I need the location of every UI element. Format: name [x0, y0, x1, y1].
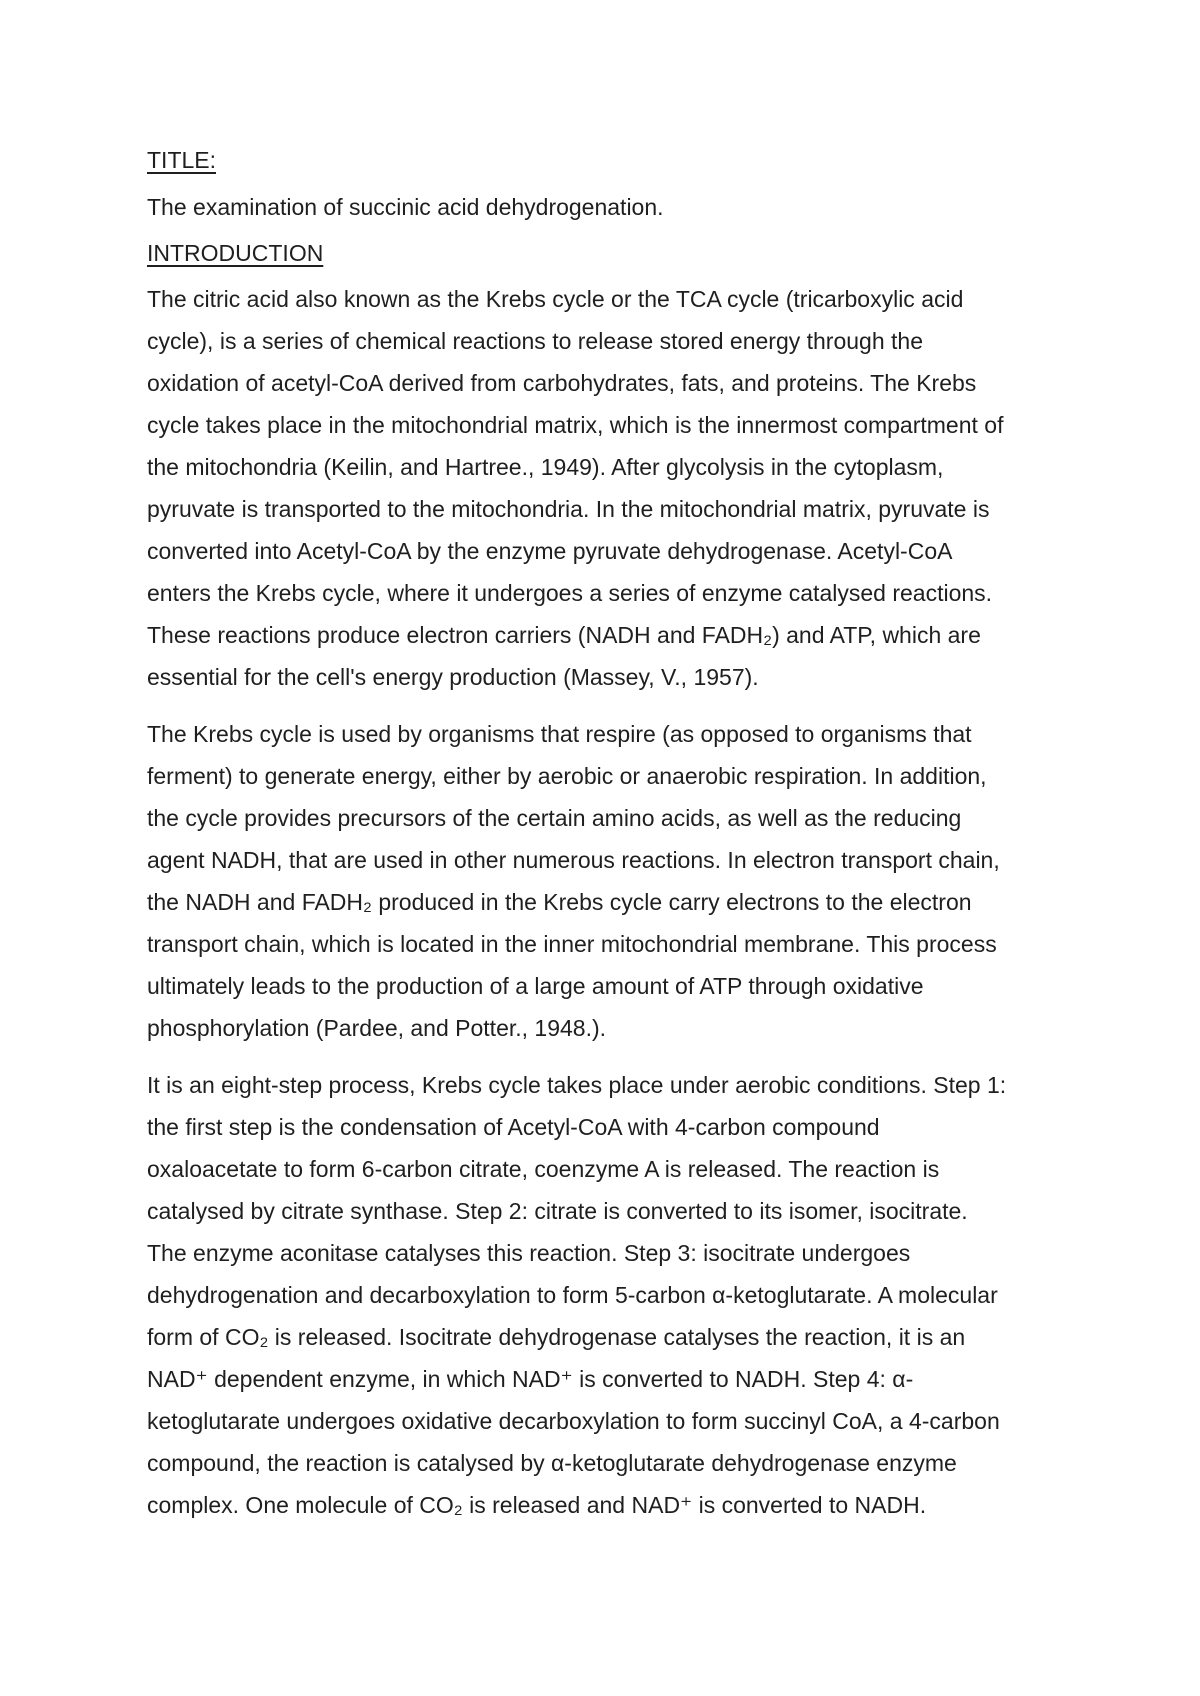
paragraph-line: cycle), is a series of chemical reactions to release stored energy through the — [147, 328, 923, 354]
intro-paragraph-3 — [147, 1064, 1067, 1526]
paragraph-line: phosphorylation (Pardee, and Potter., 1948.). — [147, 1015, 607, 1041]
paragraph-line: complex. One molecule of CO₂ is released and NAD⁺ is converted to NADH. — [147, 1492, 927, 1518]
document-title: The examination of succinic acid dehydrogenation. — [147, 194, 664, 220]
paragraph-line: pyruvate is transported to the mitochondria. In the mitochondrial matrix, pyruvate is — [147, 496, 990, 522]
paragraph-line: NAD⁺ dependent enzyme, in which NAD⁺ is converted to NADH. Step 4: α- — [147, 1366, 914, 1392]
paragraph-line: ketoglutarate undergoes oxidative decarboxylation to form succinyl CoA, a 4-carbon — [147, 1408, 1000, 1434]
intro-paragraph-2 — [147, 713, 1067, 1049]
paragraph-line: the first step is the condensation of Acetyl-CoA with 4-carbon compound — [147, 1114, 880, 1140]
paragraph-line: It is an eight-step process, Krebs cycle takes place under aerobic conditions. Step 1: — [147, 1072, 1007, 1098]
introduction-heading: INTRODUCTION — [147, 240, 324, 266]
paragraph-line: dehydrogenation and decarboxylation to form 5-carbon α-ketoglutarate. A molecular — [147, 1282, 998, 1308]
paragraph-line: These reactions produce electron carriers (NADH and FADH₂) and ATP, which are — [147, 622, 981, 648]
paragraph-line: agent NADH, that are used in other numerous reactions. In electron transport chain, — [147, 847, 1000, 873]
paragraph-line: the NADH and FADH₂ produced in the Krebs cycle carry electrons to the electron — [147, 889, 972, 915]
paragraph-line: oxidation of acetyl-CoA derived from carbohydrates, fats, and proteins. The Krebs — [147, 370, 977, 396]
paragraph-line: form of CO₂ is released. Isocitrate dehydrogenase catalyses the reaction, it is an — [147, 1324, 966, 1350]
paragraph-line: ultimately leads to the production of a large amount of ATP through oxidative — [147, 973, 924, 999]
paragraph-line: catalysed by citrate synthase. Step 2: citrate is converted to its isomer, isocitrate. — [147, 1198, 968, 1224]
paragraph-line: cycle takes place in the mitochondrial matrix, which is the innermost compartment of — [147, 412, 1004, 438]
paragraph-line: essential for the cell's energy production (Massey, V., 1957). — [147, 664, 759, 690]
paragraph-line: ferment) to generate energy, either by aerobic or anaerobic respiration. In addition, — [147, 763, 987, 789]
paragraph-line: The enzyme aconitase catalyses this reaction. Step 3: isocitrate undergoes — [147, 1240, 911, 1266]
paragraph-line: enters the Krebs cycle, where it undergoes a series of enzyme catalysed reactions. — [147, 580, 993, 606]
paragraph-line: converted into Acetyl-CoA by the enzyme pyruvate dehydrogenase. Acetyl-CoA — [147, 538, 953, 564]
paragraph-line: transport chain, which is located in the inner mitochondrial membrane. This process — [147, 931, 997, 957]
paragraph-line: The Krebs cycle is used by organisms that respire (as opposed to organisms that — [147, 721, 972, 747]
intro-paragraph-1 — [147, 278, 1067, 698]
paragraph-line: The citric acid also known as the Krebs cycle or the TCA cycle (tricarboxylic acid — [147, 286, 964, 312]
paragraph-line: oxaloacetate to form 6-carbon citrate, coenzyme A is released. The reaction is — [147, 1156, 940, 1182]
paragraph-line: compound, the reaction is catalysed by α-ketoglutarate dehydrogenase enzyme — [147, 1450, 957, 1476]
paragraph-line: the mitochondria (Keilin, and Hartree., 1949). After glycolysis in the cytoplasm, — [147, 454, 944, 480]
document-page — [147, 0, 1067, 1541]
paragraph-line: the cycle provides precursors of the certain amino acids, as well as the reducing — [147, 805, 962, 831]
title-heading: TITLE: — [147, 147, 217, 173]
